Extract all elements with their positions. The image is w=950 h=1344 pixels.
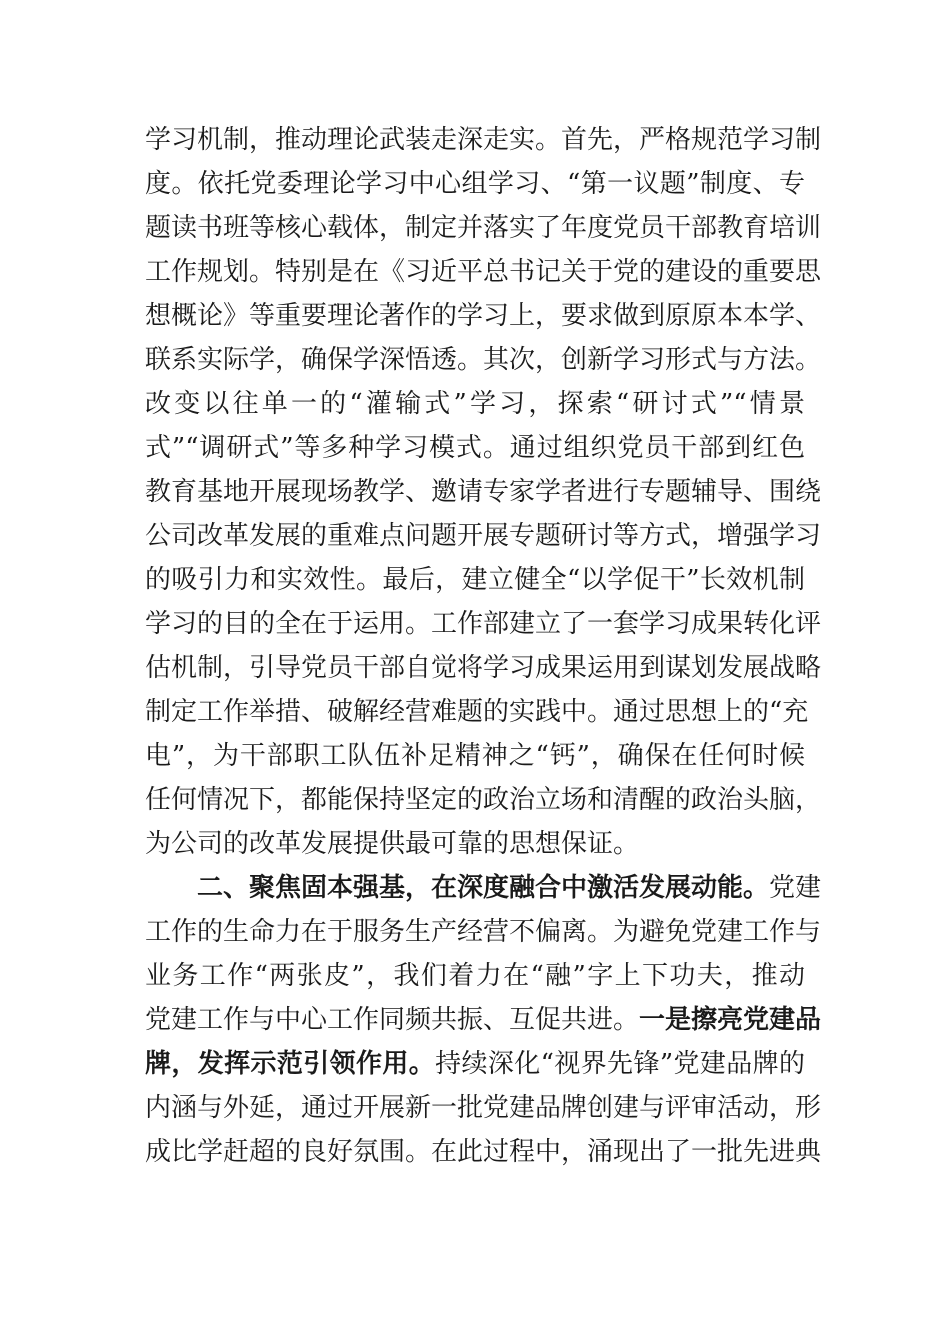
mixed-line	[145, 1042, 805, 1086]
text-line: 业务工作“两张皮”，我们着力在“融”字上下功夫，推动	[145, 961, 805, 991]
text-line: 式”“调研式”等多种学习模式。通过组织党员干部到红色	[145, 433, 805, 463]
text-line: 任何情况下，都能保持坚定的政治立场和清醒的政治头脑，	[145, 785, 822, 815]
subpoint-heading: 一是擦亮党建品	[639, 1005, 822, 1035]
text-line: 学习的目的全在于运用。工作部建立了一套学习成果转化评	[145, 609, 822, 639]
text-line: 题读书班等核心载体，制定并落实了年度党员干部教育培训	[145, 213, 822, 243]
text-line: 工作规划。特别是在《习近平总书记关于党的建设的重要思	[145, 257, 822, 287]
text-line: 内涵与外延，通过开展新一批党建品牌创建与评审活动，形	[145, 1093, 822, 1123]
body-text	[145, 118, 822, 1174]
text-line: 估机制，引导党员干部自觉将学习成果运用到谋划发展战略	[145, 653, 822, 683]
section-heading: 二、聚焦固本强基，在深度融合中激活发展动能。	[197, 873, 770, 903]
text-line: 公司改革发展的重难点问题开展专题研讨等方式，增强学习	[145, 521, 822, 551]
text-line: 度。依托党委理论学习中心组学习、“第一议题”制度、专	[145, 169, 805, 199]
subpoint-heading: 牌，发挥示范引领作用。	[145, 1049, 436, 1079]
heading-tail-text: 党建	[769, 873, 822, 903]
text-line: 想概论》等重要理论著作的学习上，要求做到原原本本学、	[145, 301, 822, 331]
text-line: 成比学赶超的良好氛围。在此过程中，涌现出了一批先进典	[145, 1137, 822, 1167]
text-line: 工作的生命力在于服务生产经营不偏离。为避免党建工作与	[145, 917, 822, 947]
text-line: 联系实际学，确保学深悟透。其次，创新学习形式与方法。	[145, 345, 822, 375]
text-line: 的吸引力和实效性。最后，建立健全“以学促干”长效机制	[145, 565, 805, 595]
text-line: 制定工作举措、破解经营难题的实践中。通过思想上的“充	[145, 697, 809, 727]
line-text: 持续深化“视界先锋”党建品牌的	[435, 1049, 805, 1079]
mixed-line	[145, 998, 822, 1042]
text-line: 教育基地开展现场教学、邀请专家学者进行专题辅导、围绕	[145, 477, 822, 507]
text-line: 电”，为干部职工队伍补足精神之“钙”，确保在任何时候	[145, 741, 805, 771]
line-text: 党建工作与中心工作同频共振、互促共进。	[145, 1005, 640, 1035]
section-heading-line	[145, 866, 822, 910]
text-line: 改变以往单一的“灌输式”学习，探索“研讨式”“情景	[145, 389, 805, 419]
paragraph-end-line: 为公司的改革发展提供最可靠的思想保证。	[145, 829, 640, 859]
text-line: 学习机制，推动理论武装走深走实。首先，严格规范学习制	[145, 125, 822, 155]
